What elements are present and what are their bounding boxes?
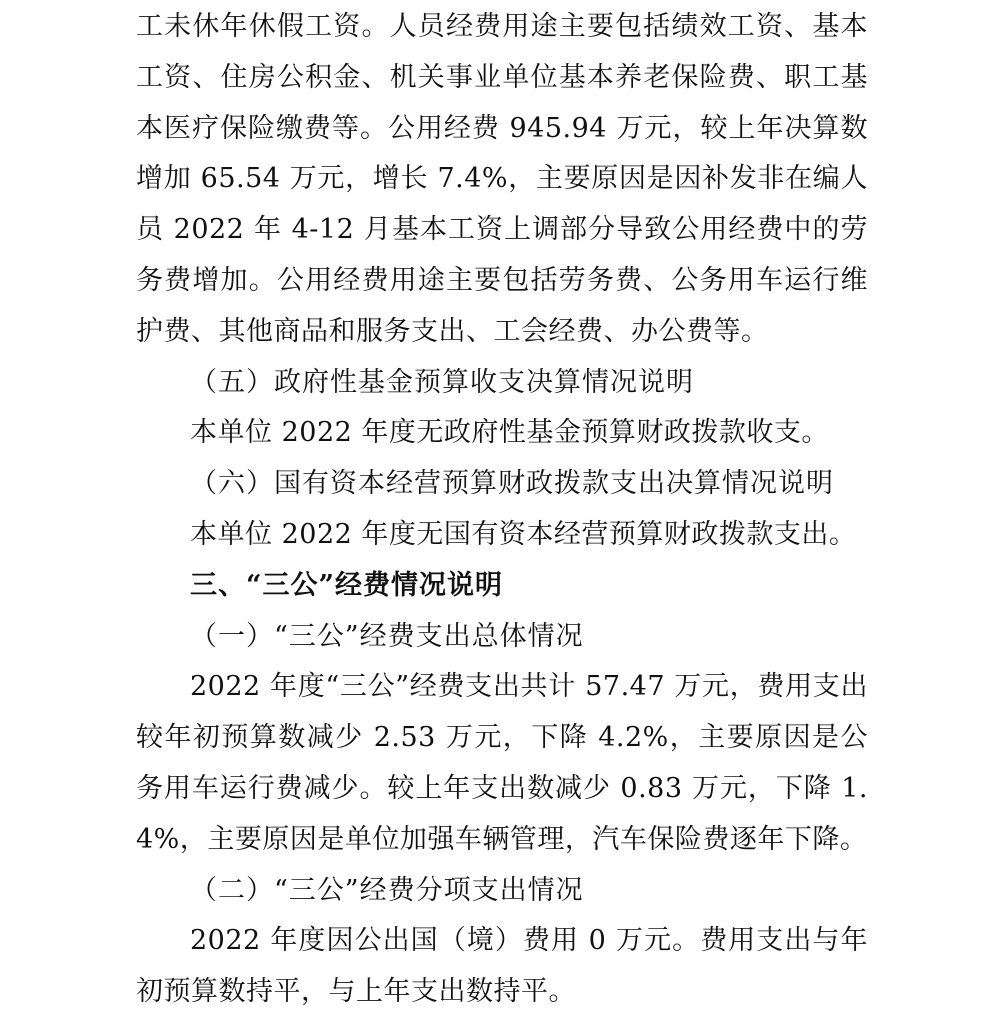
section-heading-three-public-expenses: 三、“三公”经费情况说明 [190, 569, 504, 601]
paragraph-state-capital-budget: 本单位 2022 年度无国有资本经营预算财政拨款支出。 [190, 518, 857, 550]
paragraph-three-public-total: 2022 年度“三公”经费支出共计 57.47 万元，费用支出较年初预算数减少 2.53 万元，下降 4.2%，主要原因是公务用车运行费减少。较上年支出数减少 0.83 万元，下降 1.4%，主要原因是单位加强车辆管理，汽车保险费逐年下降。 [136, 671, 868, 855]
paragraph-three-public-itemized: 2022 年度因公出国（境）费用 0 万元。费用支出与年初预算数持平，与上年支出数持平。 [136, 925, 868, 1008]
heading-three-public-total: （一）“三公”经费支出总体情况 [190, 620, 584, 652]
heading-government-fund-budget: （五）政府性基金预算收支决算情况说明 [190, 366, 694, 398]
paragraph-government-fund-budget: 本单位 2022 年度无政府性基金预算财政拨款收支。 [190, 417, 829, 449]
document-page [136, 2, 868, 1018]
heading-three-public-itemized: （二）“三公”经费分项支出情况 [190, 874, 584, 906]
paragraph-public-funds: 工未休年休假工资。人员经费用途主要包括绩效工资、基本工资、住房公积金、机关事业单位基本养老保险费、职工基本医疗保险缴费等。公用经费 945.94 万元，较上年决算数增加 65.54 万元，增长 7.4%，主要原因是因补发非在编人员 2022 年 4-12 月基本工资上调部分导致公用经费中的劳务费增加。公用经费用途主要包括劳务费、公务用车运行维护费、其他商品和服务支出、工会经费、办公费等。 [136, 11, 868, 347]
heading-state-capital-budget: （六）国有资本经营预算财政拨款支出决算情况说明 [190, 468, 834, 500]
